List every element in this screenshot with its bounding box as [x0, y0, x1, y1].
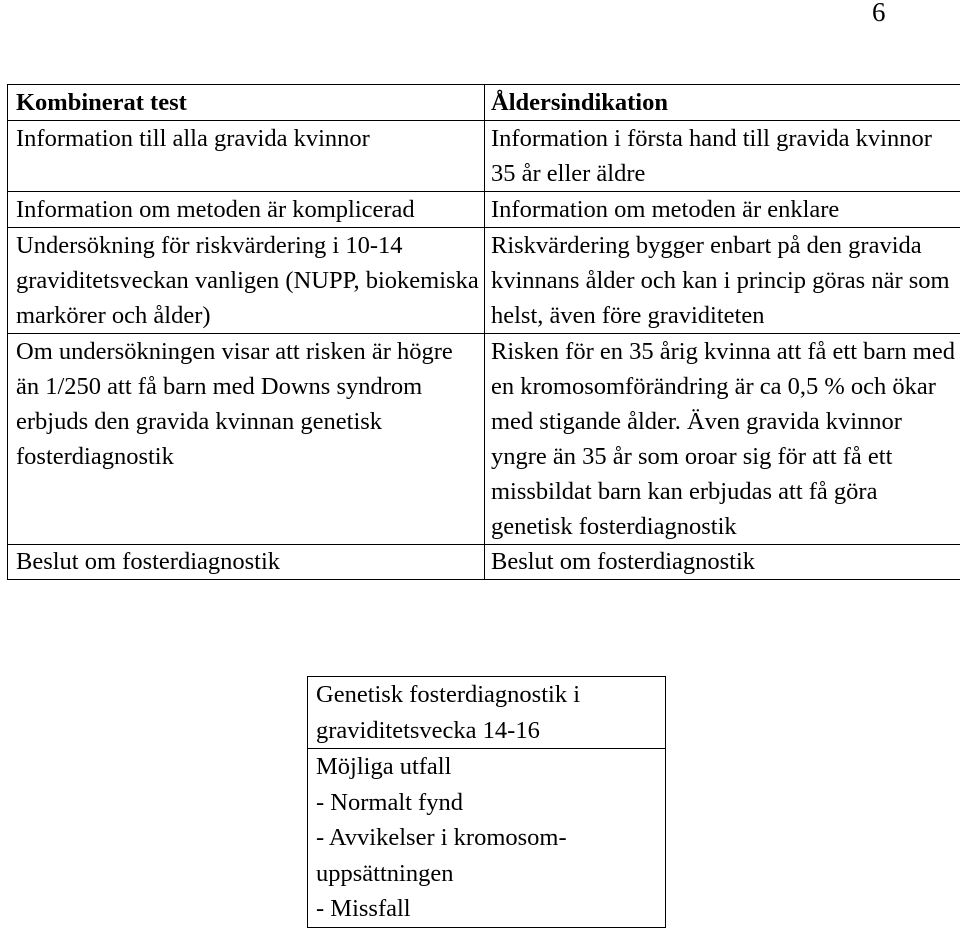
table-row: [8, 228, 960, 334]
outcomes-heading: Möjliga utfall: [316, 749, 661, 785]
cell-right: Beslut om fosterdiagnostik: [485, 545, 960, 580]
header-age-indication: Åldersindikation: [485, 85, 960, 121]
outcome-item: - Normalt fynd: [316, 785, 661, 821]
table-row: [308, 749, 666, 928]
cell-right: Risken för en 35 årig kvinna att få ett barn med en kromosomförändring är ca 0,5 % och ökar med stigande ålder. Även gravida kvinnor yngre än 35 år som oroar sig för att få ett missbildat barn kan erbjudas att få göra genetisk fosterdiagnostik: [485, 334, 960, 545]
page-number: 6: [872, 0, 886, 28]
comparison-table: [7, 84, 960, 580]
table-header-row: [8, 85, 960, 121]
outcome-table: [307, 676, 666, 928]
cell-left: Om undersökningen visar att risken är högre än 1/250 att få barn med Downs syndrom erbjuds den gravida kvinnan genetisk fosterdiagnostik: [8, 334, 485, 545]
cell-genetic-diagnostics: Genetisk fosterdiagnostik i graviditetsvecka 14-16: [308, 677, 666, 749]
cell-left: Beslut om fosterdiagnostik: [8, 545, 485, 580]
cell-right: Riskvärdering bygger enbart på den gravida kvinnans ålder och kan i princip göras när som helst, även före graviditeten: [485, 228, 960, 334]
cell-right: Information om metoden är enklare: [485, 192, 960, 228]
table-row: [8, 545, 960, 580]
table-row: [8, 334, 960, 545]
cell-left: Information om metoden är komplicerad: [8, 192, 485, 228]
cell-left: Undersökning för riskvärdering i 10-14 graviditetsveckan vanligen (NUPP, biokemiska markörer och ålder): [8, 228, 485, 334]
table-row: [8, 121, 960, 192]
cell-right: Information i första hand till gravida kvinnor 35 år eller äldre: [485, 121, 960, 192]
table-row: [8, 192, 960, 228]
outcome-item: - Avvikelser i kromosom-uppsättningen: [316, 820, 661, 891]
header-combined-test: Kombinerat test: [8, 85, 485, 121]
cell-left: Information till alla gravida kvinnor: [8, 121, 485, 192]
table-row: [308, 677, 666, 749]
cell-possible-outcomes: [308, 749, 666, 928]
outcome-item: - Missfall: [316, 891, 661, 927]
